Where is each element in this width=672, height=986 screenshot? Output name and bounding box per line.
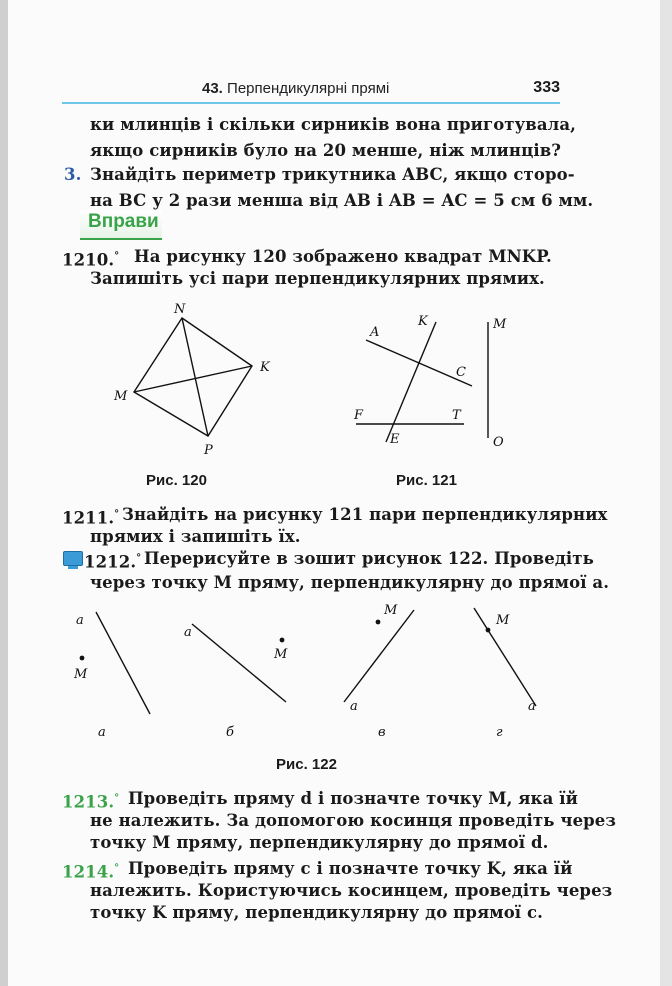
fig122a-line [96, 612, 150, 714]
exercise-1210-id: 1210. [62, 250, 115, 270]
computer-icon [63, 551, 83, 566]
exercise-1211-level: ° [114, 509, 120, 520]
intro-line-2: якщо сирників було на 20 менше, ніж млинців? [90, 141, 562, 160]
exercise-1212-line-1: Перерисуйте в зошит рисунок 122. Проведіть [144, 549, 594, 568]
section-title: Перпендикулярні прямі [227, 80, 390, 97]
page-right-edge [660, 0, 672, 986]
exercise-1213-id: 1213. [62, 792, 115, 812]
exercise-1211-id: 1211. [62, 508, 115, 528]
fig122d-point-label: M [496, 613, 510, 628]
figure-121 [340, 306, 520, 456]
question-3-line-1: Знайдіть периметр трикутника ABC, якщо сторо- [90, 165, 575, 184]
label-p: P [204, 443, 213, 458]
fig122d-line-label: a [528, 699, 536, 714]
exercise-1214-line-1: Проведіть пряму c і позначте точку K, яка їй [128, 859, 573, 878]
label-a: A [370, 325, 380, 340]
section-heading [80, 210, 162, 240]
fig122c-point-label: M [384, 603, 398, 618]
page-left-edge [0, 0, 8, 986]
label-t: T [452, 408, 461, 423]
question-3-number: 3. [64, 165, 82, 184]
fig122-sub-label-b: б [226, 725, 234, 740]
fig122-sub-label-c: в [378, 725, 386, 740]
figure-122 [60, 598, 560, 748]
label-o: O [493, 435, 504, 450]
exercise-1211-line-1: Знайдіть на рисунку 121 пари перпендикулярних [122, 505, 608, 524]
exercise-1214-line-2: належить. Користуючись косинцем, проведіть через [90, 881, 613, 900]
figure-121-caption: Рис. 121 [396, 472, 457, 489]
fig122b-point-label: M [274, 647, 288, 662]
fig122c-point [376, 620, 381, 625]
exercise-1213-level: ° [114, 793, 120, 804]
fig122b-line [192, 624, 286, 702]
exercise-1214-id: 1214. [62, 862, 115, 882]
figure-120-caption: Рис. 120 [146, 472, 207, 489]
fig122-sub-label-d: г [496, 725, 503, 740]
fig122a-line-label: a [76, 613, 84, 628]
fig122a-point [80, 656, 85, 661]
section-heading-label: Вправи [88, 211, 159, 232]
label-n: N [174, 302, 186, 317]
exercise-1211-line-2: прямих і запишіть їх. [90, 527, 301, 546]
square-mnkp [134, 318, 252, 436]
figure-120 [100, 296, 300, 462]
fig122-sub-label-a: а [98, 725, 106, 740]
fig122c-line-label: a [350, 699, 358, 714]
label-k: K [260, 360, 270, 375]
label-m: M [114, 389, 128, 404]
exercise-1210-line-1: На рисунку 120 зображено квадрат MNKP. [134, 247, 552, 266]
page-header [62, 78, 560, 104]
label-f: F [354, 408, 364, 423]
label-m2: M [493, 317, 507, 332]
fig122a-point-label: M [74, 667, 88, 682]
exercise-1210-level: ° [114, 251, 120, 262]
question-3-line-2: на BC у 2 рази менша від AB і AB = AC = 5 см 6 мм. [90, 191, 594, 210]
exercise-1214-line-3: точку K пряму, перпендикулярну до прямої c. [90, 903, 544, 922]
exercise-1214-level: ° [114, 863, 120, 874]
fig122b-line-label: a [184, 625, 192, 640]
fig122b-point [280, 638, 285, 643]
exercise-1212-line-2: через точку M пряму, перпендикулярну до прямої a. [90, 573, 610, 592]
exercise-1212-level: ° [136, 553, 142, 564]
label-e: E [390, 432, 400, 447]
section-number: 43. [202, 80, 223, 97]
exercise-1212-id: 1212. [84, 552, 137, 572]
page-number: 333 [533, 79, 560, 96]
exercise-1213-line-2: не належить. За допомогою косинця проведіть через [90, 811, 617, 830]
fig122d-point [486, 628, 491, 633]
exercise-1210-line-2: Запишіть усі пари перпендикулярних прямих. [90, 269, 545, 288]
label-k2: K [418, 314, 428, 329]
header-title [202, 80, 389, 97]
intro-line-1: ки млинців і скільки сирників вона приготувала, [90, 115, 577, 134]
label-c: C [456, 365, 466, 380]
exercise-1213-line-1: Проведіть пряму d і позначте точку M, яка їй [128, 789, 578, 808]
figure-122-caption: Рис. 122 [276, 756, 337, 773]
exercise-1213-line-3: точку M пряму, перпендикулярну до прямої d. [90, 833, 549, 852]
